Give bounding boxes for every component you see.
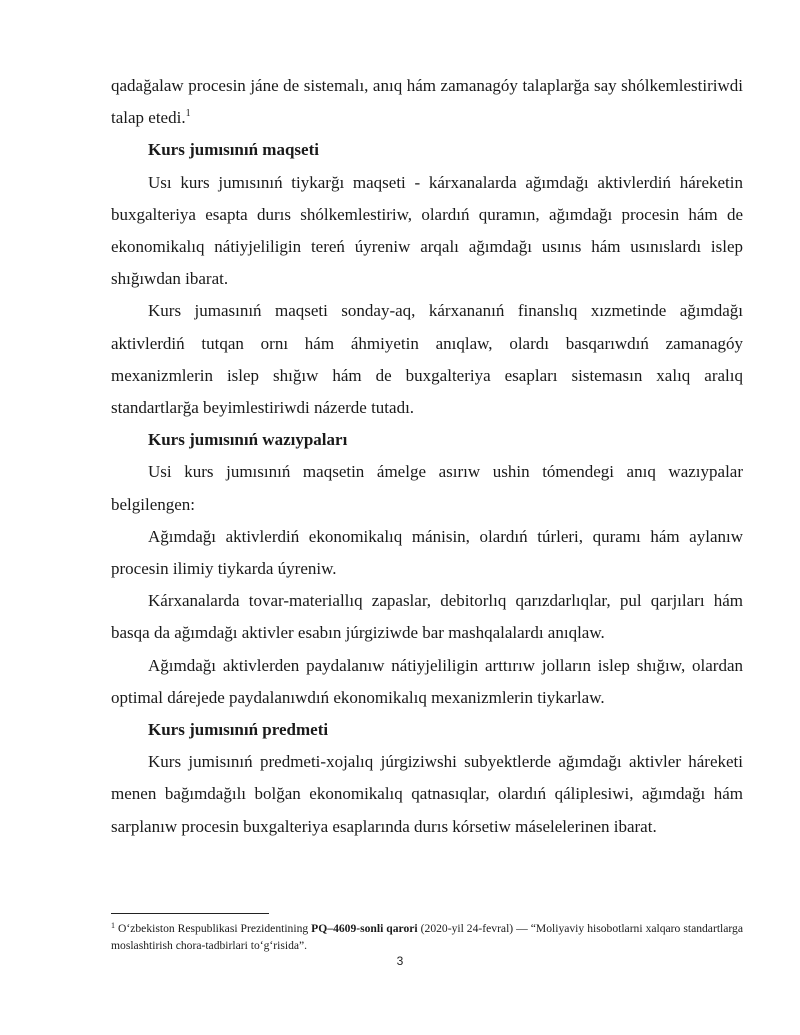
aim-paragraph-2: Kurs jumasınıń maqseti sonday-aq, kárxananıń finanslıq xızmetinde ağımdağı aktivlerdiń tutqan ornı hám áhmiyetin anıqlaw, olardı basqarıwdıń zamanagóy mexanizmlerin islep shığıw hám de buxgalteriya esapları sistemasın xalıq aralıq standartlarğa beyimlestiriwdi názerde tutadı. <box>111 301 743 418</box>
intro-paragraph <box>111 70 743 134</box>
heading-tasks: Kurs jumısınıń wazıypaları <box>148 430 348 450</box>
document-body <box>111 70 743 843</box>
heading-aim: Kurs jumısınıń maqseti <box>148 140 319 160</box>
subject-paragraph-1: Kurs jumisınıń predmeti-xojalıq júrgiziwshi subyektlerde ağımdağı aktivler háreketi menen bağımdağılı bolğan ekonomikalıq qatnasıqlar, olardıń qáliplesiwi, ağımdağı hám sarplanıw procesin buxgalteriya esaplarında durıs kórsetiw máselelerinen ibarat. <box>111 752 743 836</box>
page-number: 3 <box>396 954 404 968</box>
aim-paragraph-1: Usı kurs jumısınıń tiykarğı maqseti - kárxanalarda ağımdağı aktivlerdiń háreketin buxgalteriya esapta durıs shólkemlestiriw, olardıń quramın, ağımdağı procesin hám de ekonomikalıq nátiyjeliligin tereń úyreniw arqalı ağımdağı usınıs hám usınıslardı islep shığıwdan ibarat. <box>111 172 743 289</box>
heading-subject: Kurs jumısınıń predmeti <box>148 720 329 740</box>
intro-text: qadağalaw procesin jáne de sistemalı, anıq hám zamanagóy talaplarğa say shólkemlestiriwdi talap etedi. <box>111 76 743 128</box>
footnote-divider <box>111 913 269 914</box>
footnote-reference[interactable]: 1 <box>185 108 191 120</box>
footnote-mark: 1 <box>111 921 115 930</box>
tasks-paragraph-1: Usi kurs jumısınıń maqsetin ámelge asırıw ushin tómendegi anıq wazıypalar belgilengen: <box>111 462 743 514</box>
footnote <box>111 920 743 954</box>
footnote-decree-number: PQ–4609-sonli qarori <box>311 922 418 935</box>
footnote-text-before: O‘zbekiston Respublikasi Prezidentining <box>115 922 312 935</box>
tasks-paragraph-2: Ağımdağı aktivlerdiń ekonomikalıq mánisin, olardıń túrleri, quramı hám aylanıw procesin ilimiy tiykarda úyreniw. <box>111 526 743 579</box>
footnote-text-after: (2020-yil 24-fevral) — “Moliyaviy hisobotlarni xalqaro standartlarga moslashtirish chora-tadbirlari to‘g‘risida”. <box>111 922 743 952</box>
tasks-paragraph-3: Kárxanalarda tovar-materiallıq zapaslar, debitorlıq qarızdarlıqlar, pul qarjıları hám basqa da ağımdağı aktivler esabın júrgiziwde bar mashqalalardı anıqlaw. <box>111 591 743 643</box>
tasks-paragraph-4: Ağımdağı aktivlerden paydalanıw nátiyjeliligin arttırıw jolların islep shığıw, olardan optimal dárejede paydalanıwdıń ekonomikalıq mexanizmlerin tiykarlaw. <box>111 655 743 707</box>
